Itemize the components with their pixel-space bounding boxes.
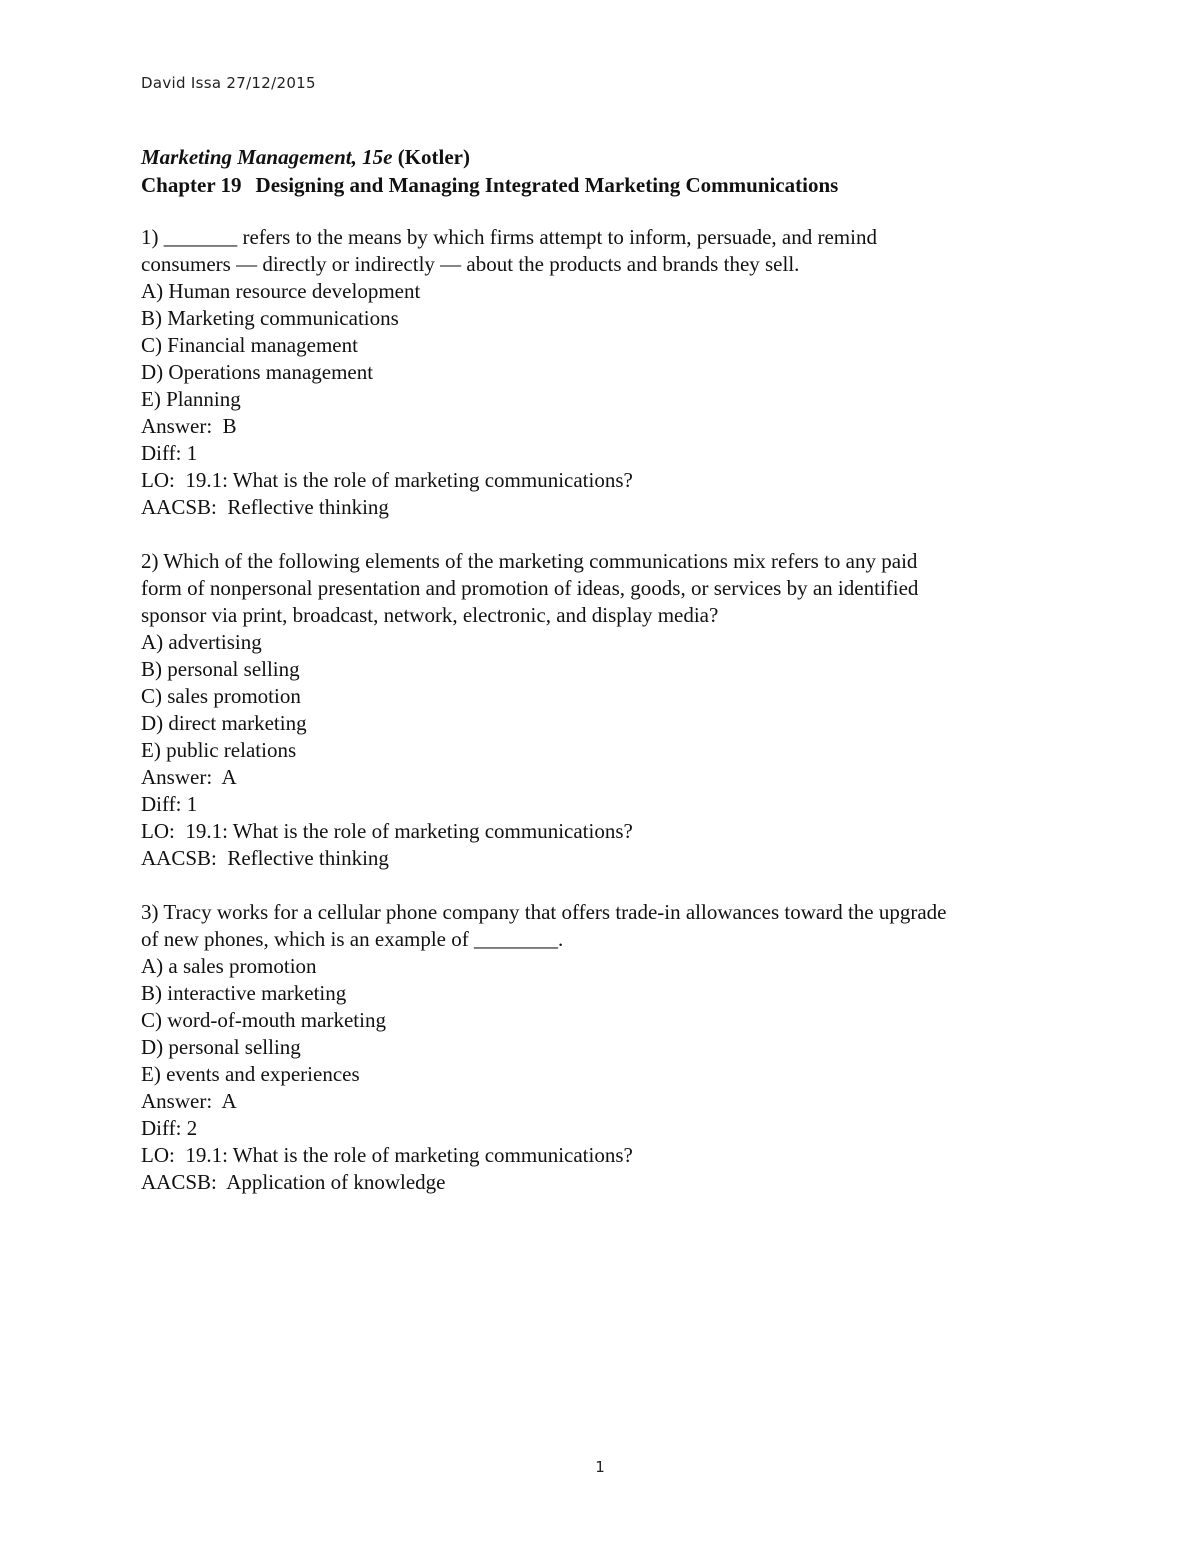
answer-option-d: D) personal selling: [141, 1035, 301, 1059]
author-date-header: David Issa 27/12/2015: [141, 74, 316, 92]
answer-option-e: E) events and experiences: [141, 1062, 360, 1086]
learning-objective: LO: 19.1: What is the role of marketing communications?: [141, 468, 633, 492]
question-3: [141, 899, 1101, 1196]
answer-option-b: B) interactive marketing: [141, 981, 347, 1005]
aacsb-standard: AACSB: Reflective thinking: [141, 495, 389, 519]
book-author: (Kotler): [397, 145, 470, 169]
correct-answer: Answer: B: [141, 414, 237, 438]
answer-option-e: E) public relations: [141, 738, 297, 762]
difficulty: Diff: 2: [141, 1116, 198, 1140]
page-number: 1: [595, 1458, 605, 1476]
aacsb-standard: AACSB: Reflective thinking: [141, 846, 389, 870]
answer-option-d: D) Operations management: [141, 360, 374, 384]
learning-objective: LO: 19.1: What is the role of marketing communications?: [141, 1143, 633, 1167]
book-title-line: [141, 143, 1101, 171]
question-stem-line: 2) Which of the following elements of the marketing communications mix refers to any paid: [141, 549, 918, 573]
answer-option-e: E) Planning: [141, 387, 241, 411]
answer-option-a: A) a sales promotion: [141, 954, 317, 978]
chapter-number: Chapter 19: [141, 173, 242, 197]
answer-option-c: C) word-of-mouth marketing: [141, 1008, 386, 1032]
question-stem-line: consumers — directly or indirectly — about the products and brands they sell.: [141, 252, 800, 276]
answer-option-a: A) advertising: [141, 630, 262, 654]
chapter-title: Designing and Managing Integrated Marketing Communications: [255, 173, 839, 197]
question-stem-line: sponsor via print, broadcast, network, electronic, and display media?: [141, 603, 719, 627]
question-stem-line: of new phones, which is an example of ________.: [141, 927, 564, 951]
correct-answer: Answer: A: [141, 765, 237, 789]
difficulty: Diff: 1: [141, 792, 198, 816]
title-block: [141, 143, 1101, 199]
answer-option-c: C) Financial management: [141, 333, 358, 357]
learning-objective: LO: 19.1: What is the role of marketing communications?: [141, 819, 633, 843]
question-stem-line: 3) Tracy works for a cellular phone company that offers trade-in allowances toward the upgrade: [141, 900, 947, 924]
question-2: [141, 548, 1101, 872]
question-1: [141, 224, 1101, 521]
answer-option-c: C) sales promotion: [141, 684, 301, 708]
answer-option-b: B) Marketing communications: [141, 306, 399, 330]
chapter-title-line: [141, 171, 1101, 199]
book-title: Marketing Management, 15e: [141, 145, 393, 169]
correct-answer: Answer: A: [141, 1089, 237, 1113]
answer-option-a: A) Human resource development: [141, 279, 421, 303]
question-list: [141, 224, 1101, 1223]
question-stem-line: form of nonpersonal presentation and promotion of ideas, goods, or services by an identified: [141, 576, 919, 600]
difficulty: Diff: 1: [141, 441, 198, 465]
question-stem-line: 1) _______ refers to the means by which firms attempt to inform, persuade, and remind: [141, 225, 877, 249]
answer-option-d: D) direct marketing: [141, 711, 307, 735]
aacsb-standard: AACSB: Application of knowledge: [141, 1170, 446, 1194]
answer-option-b: B) personal selling: [141, 657, 300, 681]
